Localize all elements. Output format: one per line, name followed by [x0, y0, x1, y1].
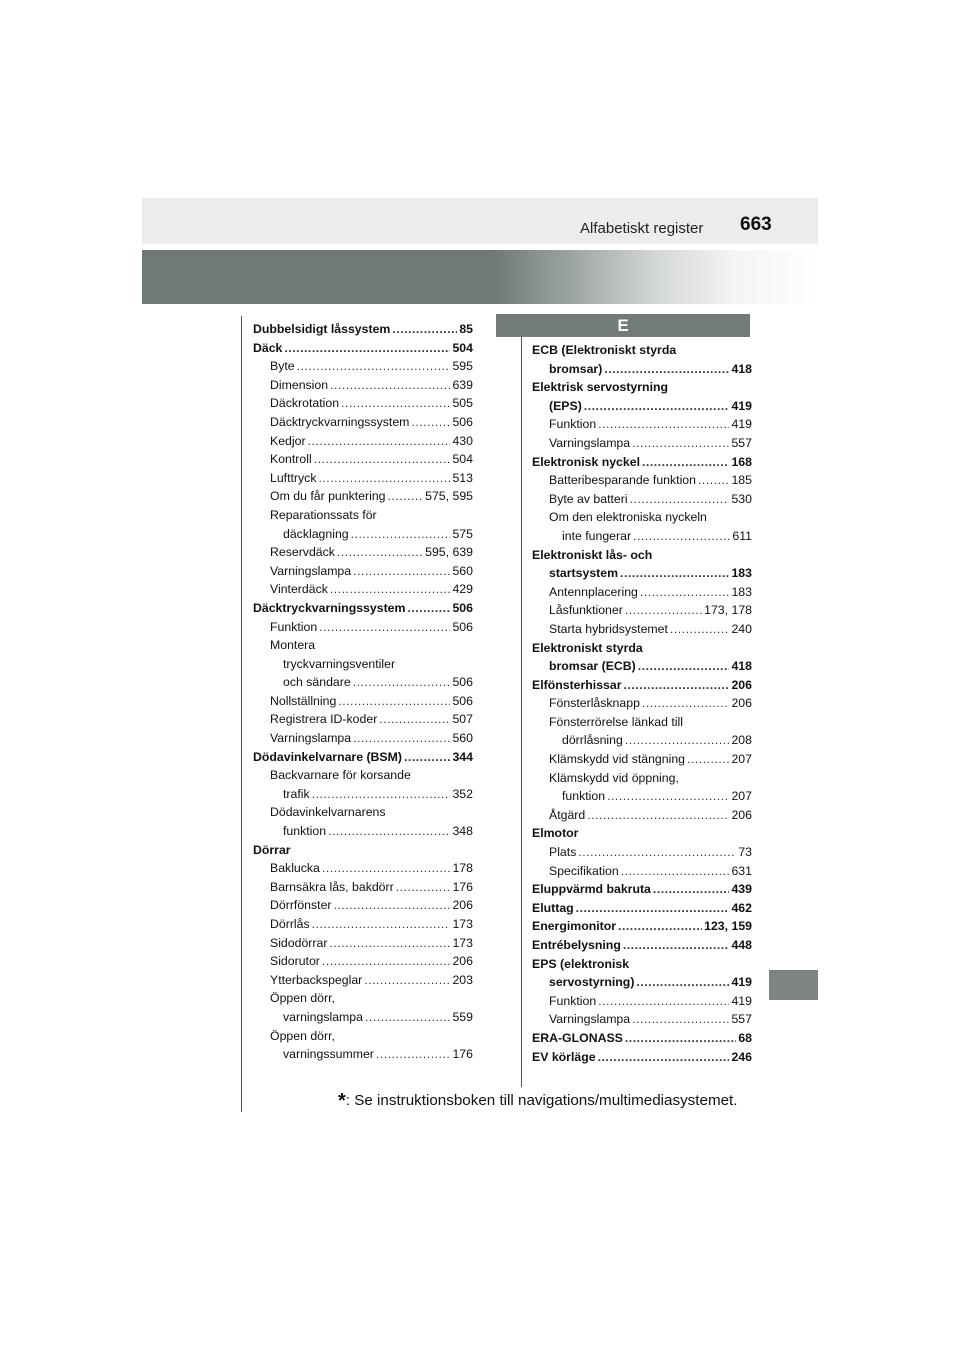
index-entry — [532, 508, 752, 527]
index-entry — [253, 376, 473, 395]
index-entry-text: Reservdäck — [270, 545, 335, 560]
index-entry-page: 560 — [452, 563, 473, 578]
leader-dots — [329, 934, 450, 953]
leader-dots — [633, 527, 730, 546]
index-entry-text: varningssummer — [283, 1047, 374, 1062]
index-entry-page: 419 — [731, 993, 752, 1008]
leader-dots — [365, 1008, 450, 1027]
index-entry-page: 246 — [731, 1049, 752, 1064]
index-entry — [532, 694, 752, 713]
leader-dots — [670, 620, 730, 639]
index-column-right — [532, 341, 752, 1066]
index-entry — [253, 896, 473, 915]
index-entry-page: 639 — [452, 377, 473, 392]
leader-dots — [351, 525, 451, 544]
index-entry-page: 183 — [731, 584, 752, 599]
index-entry — [253, 320, 473, 339]
leader-dots — [623, 936, 730, 955]
index-entry — [253, 339, 473, 358]
header-gradient-band — [142, 250, 818, 304]
index-entry — [253, 599, 473, 618]
index-entry-text: Dörrfönster — [270, 898, 332, 913]
index-entry-page: 207 — [731, 789, 752, 804]
index-entry-text: EV körläge — [532, 1049, 596, 1064]
index-entry-page: 85 — [459, 322, 473, 336]
index-entry-text: Antennplacering — [549, 584, 638, 599]
index-entry-text: Funktion — [549, 417, 597, 432]
index-entry-text: Öppen dörr, — [270, 1028, 335, 1043]
index-entry — [253, 803, 473, 822]
index-entry — [532, 731, 752, 750]
index-entry-text: Dubbelsidigt låssystem — [253, 322, 391, 336]
leader-dots — [630, 490, 730, 509]
index-entry-text: Backvarnare för korsande — [270, 768, 411, 783]
index-entry-text: startsystem — [549, 566, 619, 581]
index-entry-text: och sändare — [283, 675, 351, 690]
index-column-left — [253, 320, 473, 1064]
index-entry-page: 178 — [452, 861, 473, 876]
index-entry-text: bromsar (ECB) — [549, 659, 636, 674]
index-entry-text: Varningslampa — [270, 563, 352, 578]
index-entry-page: 185 — [731, 473, 752, 488]
leader-dots — [392, 320, 457, 339]
index-entry-text: Plats — [549, 845, 577, 860]
leader-dots — [353, 562, 450, 581]
leader-dots — [625, 1029, 736, 1048]
index-entry — [532, 639, 752, 658]
leader-dots — [621, 862, 730, 881]
index-entry-page: 557 — [731, 435, 752, 450]
index-entry-text: Varningslampa — [549, 435, 631, 450]
index-entry — [532, 992, 752, 1011]
index-entry-page: 73 — [738, 845, 752, 860]
index-entry-text: Däck — [253, 340, 283, 355]
leader-dots — [587, 806, 729, 825]
index-entry-text: Sidodörrar — [270, 935, 328, 950]
leader-dots — [407, 599, 450, 618]
index-entry — [532, 713, 752, 732]
index-entry-page: 506 — [452, 619, 473, 634]
index-entry-text: trafik — [283, 786, 310, 801]
index-entry-text: Baklucka — [270, 861, 320, 876]
index-entry — [253, 525, 473, 544]
index-entry — [532, 360, 752, 379]
leader-dots — [604, 360, 729, 379]
index-entry-text: Reparationssats för — [270, 507, 377, 522]
index-entry-page: 352 — [452, 786, 473, 801]
index-entry-text: Öppen dörr, — [270, 991, 335, 1006]
index-entry-text: Elektroniskt lås- och — [532, 547, 653, 562]
index-entry — [253, 432, 473, 451]
page-number: 663 — [740, 214, 772, 235]
index-entry — [253, 934, 473, 953]
index-entry — [532, 1010, 752, 1029]
index-entry-text: Däckrotation — [270, 396, 340, 411]
index-entry-text: varningslampa — [283, 1009, 363, 1024]
index-entry — [532, 936, 752, 955]
leader-dots — [632, 1010, 729, 1029]
chapter-side-tab — [769, 970, 818, 1000]
index-entry-text: Om den elektroniska nyckeln — [549, 510, 707, 525]
index-entry — [253, 729, 473, 748]
index-entry-page: 176 — [452, 1047, 473, 1062]
index-entry-text: Elmotor — [532, 826, 579, 841]
leader-dots — [411, 413, 450, 432]
index-entry — [532, 378, 752, 397]
leader-dots — [330, 376, 450, 395]
index-entry — [532, 471, 752, 490]
leader-dots — [618, 917, 702, 936]
index-entry-text: servostyrning) — [549, 975, 635, 990]
index-entry-text: Låsfunktioner — [549, 603, 623, 618]
leader-dots — [319, 618, 450, 637]
index-entry-text: Klämskydd vid stängning — [549, 752, 686, 767]
leader-dots — [632, 434, 729, 453]
leader-dots — [607, 787, 729, 806]
index-entry-page: 429 — [452, 582, 473, 597]
index-entry-text: (EPS) — [549, 398, 582, 413]
section-letter-header: E — [496, 314, 750, 337]
footnote-text: : Se instruktionsboken till navigations/multimediasystemet. — [345, 1092, 738, 1109]
index-entry — [532, 434, 752, 453]
index-entry — [253, 394, 473, 413]
index-entry — [253, 562, 473, 581]
index-entry-text: Varningslampa — [549, 1012, 631, 1027]
index-entry — [253, 543, 473, 562]
index-entry-text: funktion — [283, 824, 327, 839]
index-entry-page: 631 — [731, 863, 752, 878]
index-entry-page: 560 — [452, 731, 473, 746]
index-entry-text: Lufttryck — [270, 470, 317, 485]
index-entry — [253, 989, 473, 1008]
index-entry — [532, 490, 752, 509]
index-entry — [253, 357, 473, 376]
index-entry — [253, 915, 473, 934]
index-entry-page: 559 — [452, 1009, 473, 1024]
index-entry — [532, 676, 752, 695]
index-entry-text: däcklagning — [283, 526, 349, 541]
index-entry-page: 595, 639 — [425, 545, 473, 560]
index-entry-page: 611 — [732, 528, 752, 543]
leader-dots — [638, 657, 730, 676]
index-entry-text: Elektronisk nyckel — [532, 454, 640, 469]
index-entry — [532, 1048, 752, 1067]
index-entry-text: Eluttag — [532, 900, 574, 915]
index-entry-text: Registrera ID-koder — [270, 712, 378, 727]
index-entry-text: Klämskydd vid öppning, — [549, 770, 679, 785]
footnote — [338, 1088, 737, 1111]
leader-dots — [396, 878, 451, 897]
index-entry — [253, 636, 473, 655]
index-entry-page: 419 — [731, 417, 752, 432]
index-entry-page: 344 — [452, 749, 473, 764]
index-entry-text: Om du får punktering — [270, 489, 386, 504]
index-entry-text: Ytterbackspeglar — [270, 972, 363, 987]
index-entry-page: 348 — [452, 824, 473, 839]
index-entry-page: 506 — [452, 693, 473, 708]
index-entry-text: Byte — [270, 359, 295, 374]
index-entry — [253, 487, 473, 506]
header-bar — [142, 198, 818, 244]
leader-dots — [322, 859, 451, 878]
index-entry-text: Dörrar — [253, 842, 291, 857]
index-entry-text: Dimension — [270, 377, 329, 392]
index-entry-page: 530 — [731, 491, 752, 506]
index-entry — [532, 955, 752, 974]
index-entry-page: 504 — [452, 340, 473, 355]
index-entry-page: 206 — [731, 696, 752, 711]
index-entry-page: 206 — [452, 954, 473, 969]
index-entry — [532, 601, 752, 620]
index-entry-text: Montera — [270, 638, 316, 653]
index-entry-page: 418 — [731, 361, 752, 376]
leader-dots — [578, 843, 736, 862]
index-entry-page: 123, 159 — [704, 919, 752, 934]
index-entry-text: Sidorutor — [270, 954, 320, 969]
index-entry-text: Åtgärd — [549, 807, 586, 822]
leader-dots — [284, 339, 450, 358]
leader-dots — [318, 469, 450, 488]
index-entry — [532, 620, 752, 639]
index-entry-text: Dödavinkelvarnarens — [270, 805, 386, 820]
index-entry — [532, 453, 752, 472]
index-entry-text: dörrlåsning — [562, 733, 623, 748]
index-entry-text: Byte av batteri — [549, 491, 628, 506]
leader-dots — [584, 397, 730, 416]
index-entry-text: Elektrisk servostyrning — [532, 380, 669, 395]
index-entry-page: 203 — [452, 972, 473, 987]
left-column-rule — [241, 316, 242, 1112]
index-entry-text: ERA-GLONASS — [532, 1030, 623, 1045]
index-entry — [253, 766, 473, 785]
index-entry-page: 418 — [731, 659, 752, 674]
leader-dots — [642, 453, 729, 472]
index-entry-text: Entrébelysning — [532, 938, 621, 952]
index-entry-page: 462 — [731, 900, 752, 915]
index-entry-text: inte fungerar — [562, 528, 632, 543]
index-entry-text: Däcktryckvarningssystem — [253, 600, 406, 615]
index-entry-text: tryckvarningsventiler — [283, 656, 396, 671]
index-entry — [532, 397, 752, 416]
index-entry-page: 575 — [452, 526, 473, 541]
index-entry — [532, 973, 752, 992]
index-entry-text: Däcktryckvarningssystem — [270, 414, 410, 429]
leader-dots — [308, 432, 451, 451]
index-entry-page: 507 — [452, 712, 473, 727]
index-entry-text: funktion — [562, 789, 606, 804]
index-entry-text: Fönsterrörelse länkad till — [549, 714, 683, 729]
index-entry — [532, 750, 752, 769]
index-entry-page: 419 — [731, 975, 752, 990]
index-entry — [253, 469, 473, 488]
index-entry-text: EPS (elektronisk — [532, 956, 630, 971]
index-entry — [532, 880, 752, 899]
index-entry — [253, 841, 473, 860]
leader-dots — [598, 992, 729, 1011]
index-entry-page: 419 — [731, 398, 752, 413]
index-entry — [253, 710, 473, 729]
leader-dots — [312, 915, 451, 934]
leader-dots — [404, 748, 450, 767]
leader-dots — [698, 471, 729, 490]
index-entry-page: 206 — [731, 807, 752, 822]
index-entry-page: 430 — [452, 433, 473, 448]
index-entry-page: 557 — [731, 1012, 752, 1027]
index-entry-page: 595 — [452, 359, 473, 374]
index-entry — [253, 878, 473, 897]
index-entry — [532, 769, 752, 788]
index-entry-page: 68 — [738, 1030, 752, 1045]
index-entry — [532, 806, 752, 825]
leader-dots — [297, 357, 451, 376]
index-entry-text: Energimonitor — [532, 919, 617, 934]
leader-dots — [328, 822, 450, 841]
index-entry-page: 206 — [452, 898, 473, 913]
index-entry — [532, 341, 752, 360]
leader-dots — [687, 750, 729, 769]
leader-dots — [642, 694, 730, 713]
index-entry-page: 575, 595 — [425, 489, 473, 504]
index-entry — [253, 1008, 473, 1027]
leader-dots — [322, 952, 451, 971]
leader-dots — [330, 580, 451, 599]
index-entry — [532, 1029, 752, 1048]
index-entry — [253, 822, 473, 841]
index-entry — [532, 862, 752, 881]
index-entry — [532, 824, 752, 843]
index-entry — [532, 564, 752, 583]
leader-dots — [598, 1048, 730, 1067]
index-entry — [253, 618, 473, 637]
index-entry-page: 506 — [452, 675, 473, 690]
leader-dots — [598, 415, 729, 434]
index-entry — [532, 917, 752, 936]
leader-dots — [364, 971, 450, 990]
index-entry-page: 504 — [452, 452, 473, 467]
leader-dots — [624, 676, 730, 695]
index-entry-page: 173 — [452, 917, 473, 931]
index-entry-text: Dörrlås — [270, 917, 310, 931]
index-entry — [253, 673, 473, 692]
leader-dots — [388, 487, 424, 506]
index-entry — [532, 657, 752, 676]
index-entry-text: Fönsterlåsknapp — [549, 696, 640, 711]
index-entry — [532, 527, 752, 546]
index-entry-text: Funktion — [270, 619, 318, 634]
leader-dots — [312, 785, 451, 804]
index-entry-text: Kedjor — [270, 433, 306, 448]
index-entry-text: Batteribesparande funktion — [549, 473, 696, 488]
index-entry-page: 448 — [731, 938, 752, 952]
index-entry-page: 173, 178 — [704, 603, 752, 618]
index-entry — [253, 580, 473, 599]
middle-column-rule — [521, 316, 522, 1087]
footnote-star: * — [338, 1090, 346, 1112]
page-title: Alfabetiskt register — [580, 220, 704, 237]
leader-dots — [625, 731, 730, 750]
index-entry — [253, 971, 473, 990]
leader-dots — [353, 673, 451, 692]
index-entry-text: bromsar) — [549, 361, 603, 376]
index-entry-page: 513 — [452, 470, 473, 485]
index-entry-page: 173 — [452, 935, 473, 950]
leader-dots — [379, 710, 450, 729]
index-entry-page: 439 — [731, 882, 752, 897]
index-entry-text: Elektroniskt styrda — [532, 640, 643, 655]
index-entry-page: 207 — [731, 752, 752, 767]
index-entry-page: 183 — [731, 566, 752, 581]
index-entry-text: Kontroll — [270, 452, 312, 467]
leader-dots — [314, 450, 451, 469]
index-entry — [253, 859, 473, 878]
leader-dots — [576, 899, 730, 918]
index-entry — [253, 1045, 473, 1064]
index-entry-text: Starta hybridsystemet — [549, 621, 668, 636]
index-entry-text: Nollställning — [270, 693, 337, 708]
index-entry — [532, 787, 752, 806]
index-entry-text: ECB (Elektroniskt styrda — [532, 343, 677, 357]
index-entry-text: Elfönsterhissar — [532, 677, 622, 692]
leader-dots — [625, 601, 702, 620]
index-entry — [253, 785, 473, 804]
index-entry — [532, 546, 752, 565]
index-entry-text: Dödavinkelvarnare (BSM) — [253, 749, 402, 764]
index-entry — [532, 899, 752, 918]
index-entry-text: Eluppvärmd bakruta — [532, 882, 651, 897]
index-entry-text: Specifikation — [549, 863, 619, 878]
leader-dots — [620, 564, 729, 583]
leader-dots — [338, 692, 450, 711]
leader-dots — [341, 394, 450, 413]
index-entry — [253, 692, 473, 711]
leader-dots — [636, 973, 729, 992]
index-entry-text: Vinterdäck — [270, 582, 328, 597]
index-entry-text: Funktion — [549, 993, 597, 1008]
index-entry-page: 506 — [452, 600, 473, 615]
index-entry — [253, 413, 473, 432]
index-entry — [253, 1027, 473, 1046]
leader-dots — [337, 543, 423, 562]
index-entry — [253, 450, 473, 469]
leader-dots — [334, 896, 451, 915]
index-entry-page: 208 — [731, 733, 752, 748]
index-entry — [253, 655, 473, 674]
leader-dots — [353, 729, 450, 748]
index-entry-page: 240 — [731, 621, 752, 636]
index-entry — [253, 952, 473, 971]
leader-dots — [376, 1045, 451, 1064]
index-entry-page: 176 — [452, 879, 473, 894]
index-entry — [532, 843, 752, 862]
index-entry-page: 168 — [731, 454, 752, 469]
index-entry — [253, 748, 473, 767]
index-entry-page: 506 — [452, 414, 473, 429]
leader-dots — [640, 583, 730, 602]
index-entry-text: Barnsäkra lås, bakdörr — [270, 879, 394, 894]
index-entry-page: 206 — [731, 677, 752, 692]
leader-dots — [653, 880, 730, 899]
index-entry — [253, 506, 473, 525]
index-entry — [532, 583, 752, 602]
index-entry-text: Varningslampa — [270, 731, 352, 746]
index-entry-page: 505 — [452, 396, 473, 411]
index-entry — [532, 415, 752, 434]
